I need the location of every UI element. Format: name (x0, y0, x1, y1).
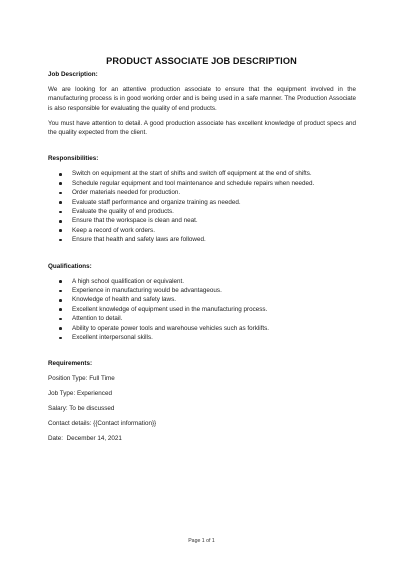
list-item (48, 188, 356, 197)
list-item-text: Experience in manufacturing would be advantageous. (72, 286, 222, 294)
document-title: PRODUCT ASSOCIATE JOB DESCRIPTION (106, 56, 297, 66)
page-number: Page 1 of 1 (188, 538, 215, 544)
list-item (48, 226, 356, 235)
list-item-text: Ensure that the workspace is clean and neat. (72, 217, 198, 225)
bullet-icon (59, 211, 62, 214)
requirements-heading: Requirements: (48, 360, 93, 368)
list-item (48, 179, 356, 188)
list-item (48, 305, 356, 314)
list-item (48, 286, 356, 295)
list-item (48, 333, 356, 342)
list-item-text: Excellent interpersonal skills. (72, 333, 153, 341)
responsibilities-list (48, 169, 356, 244)
list-item-text: Excellent knowledge of equipment used in the manufacturing process. (72, 305, 268, 313)
list-item (48, 235, 356, 244)
responsibilities-heading: Responsibilities: (48, 155, 99, 163)
list-item (48, 198, 356, 207)
bullet-icon (59, 280, 62, 283)
list-item (48, 295, 356, 304)
job-description-paragraph-2: You must have attention to detail. A good production associate has excellent knowledge of product specs and the quality expected from the client. (48, 119, 356, 137)
list-item (48, 277, 356, 286)
list-item-text: Evaluate staff performance and organize training as needed. (72, 198, 241, 206)
list-item-text: Schedule regular equipment and tool maintenance and schedule repairs when needed. (72, 179, 315, 187)
list-item (48, 314, 356, 323)
qualifications-heading: Qualifications: (48, 262, 92, 270)
contact-details: Contact details: {{Contact information}} (48, 419, 157, 427)
document-date: Date: December 14, 2021 (48, 434, 122, 442)
bullet-icon (59, 308, 62, 311)
job-description-paragraph-1: We are looking for an attentive production associate to ensure that the equipment involved in the manufacturing process is in good working order and is being used in a safe manner. The Production Associate is also responsible for evaluating the quality of end products. (48, 85, 356, 112)
position-type: Position Type: Full Time (48, 375, 115, 383)
list-item (48, 216, 356, 225)
list-item (48, 169, 356, 178)
bullet-icon (59, 239, 62, 242)
bullet-icon (59, 192, 62, 195)
bullet-icon (59, 229, 62, 232)
bullet-icon (59, 299, 62, 302)
list-item-text: Knowledge of health and safety laws. (72, 296, 176, 304)
list-item (48, 324, 356, 333)
list-item (48, 207, 356, 216)
document-body (48, 70, 356, 443)
list-item-text: Evaluate the quality of end products. (72, 207, 174, 215)
bullet-icon (59, 201, 62, 204)
list-item-text: Switch on equipment at the start of shifts and switch off equipment at the end of shifts. (72, 170, 312, 178)
job-description-heading: Job Description: (48, 71, 98, 78)
bullet-icon (59, 182, 62, 185)
list-item-text: A high school qualification or equivalent. (72, 277, 185, 285)
list-item-text: Attention to detail. (72, 315, 123, 323)
bullet-icon (59, 318, 62, 321)
bullet-icon (59, 173, 62, 176)
salary: Salary: To be discussed (48, 405, 115, 413)
list-item-text: Keep a record of work orders. (72, 226, 155, 234)
list-item-text: Ability to operate power tools and warehouse vehicles such as forklifts. (72, 324, 270, 332)
job-type: Job Type: Experienced (48, 390, 112, 398)
bullet-icon (59, 337, 62, 340)
list-item-text: Ensure that health and safety laws are followed. (72, 236, 206, 244)
qualifications-list (48, 277, 356, 343)
bullet-icon (59, 290, 62, 293)
bullet-icon (59, 220, 62, 223)
list-item-text: Order materials needed for production. (72, 189, 181, 197)
bullet-icon (59, 327, 62, 330)
